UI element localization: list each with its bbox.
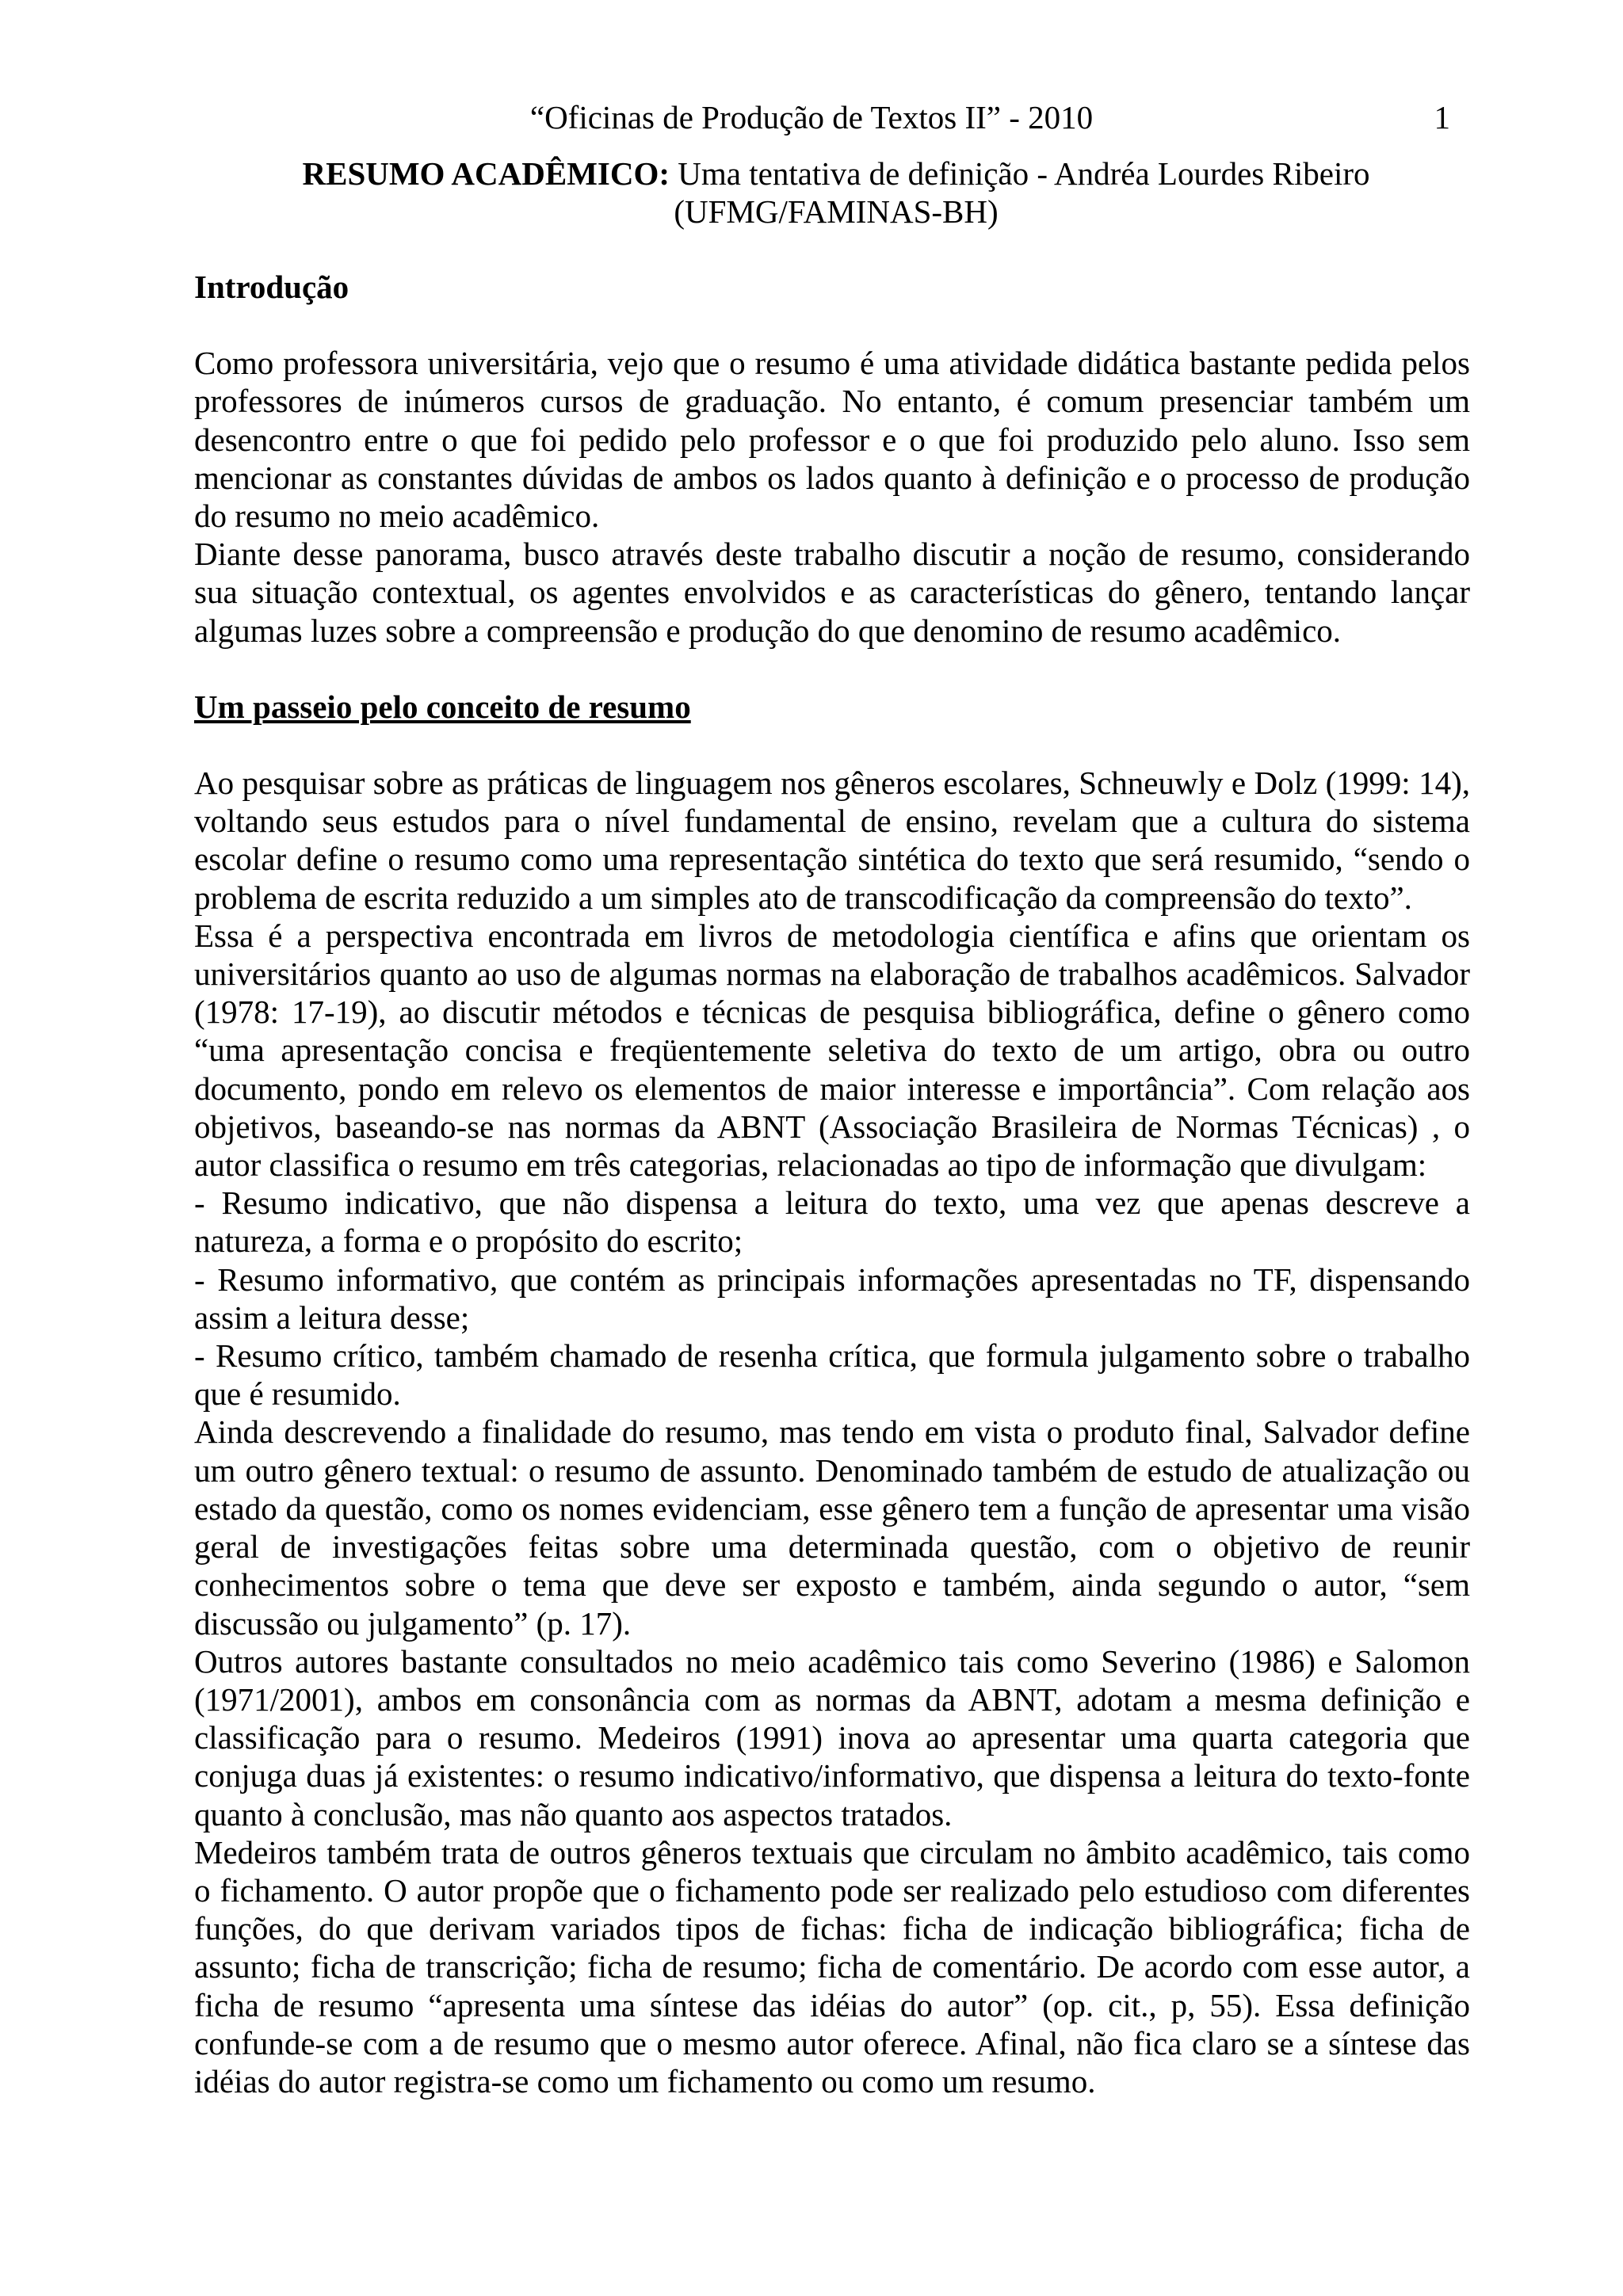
page-header — [0, 97, 1623, 138]
list-item: - Resumo informativo, que contém as principais informações apresentadas no TF, dispensando assim a leitura desse; — [194, 1261, 1470, 1336]
title-label: RESUMO ACADÊMICO: — [302, 155, 670, 192]
list-item: - Resumo indicativo, que não dispensa a leitura do texto, uma vez que apenas descreve a natureza, a forma e o propósito do escrito; — [194, 1184, 1470, 1260]
document-body — [194, 268, 1470, 2100]
paragraph: Como professora universitária, vejo que o resumo é uma atividade didática bastante pedida pelos professores de inúmeros cursos de graduação. No entanto, é comum presenciar também um desencontro entre o que foi pedido pelo professor e o que foi produzido pelo aluno. Isso sem mencionar as constantes dúvidas de ambos os lados quanto à definição e o processo de produção do resumo no meio acadêmico. — [194, 345, 1470, 535]
paragraph: Diante desse panorama, busco através deste trabalho discutir a noção de resumo, considerando sua situação contextual, os agentes envolvidos e as características do gênero, tentando lançar algumas luzes sobre a compreensão e produção do que denomino de resumo acadêmico. — [194, 536, 1470, 649]
paragraph: Medeiros também trata de outros gêneros textuais que circulam no âmbito acadêmico, tais como o fichamento. O autor propõe que o fichamento pode ser realizado pelo estudioso com diferentes funções, do que derivam variados tipos de fichas: ficha de indicação bibliográfica; ficha de assunto; ficha de transcrição; ficha de resumo; ficha de comentário. De acordo com esse autor, a ficha de resumo “apresenta uma síntese das idéias do autor” (op. cit., p, 55). Essa definição confunde-se com a de resumo que o mesmo autor oferece. Afinal, não fica claro se a síntese das idéias do autor registra-se como um fichamento ou como um resumo. — [194, 1833, 1470, 2100]
paragraph: Ainda descrevendo a finalidade do resumo, mas tendo em vista o produto final, Salvador define um outro gênero textual: o resumo de assunto. Denominado também de estudo de atualização ou estado da questão, como os nomes evidenciam, esse gênero tem a função de apresentar uma visão geral de investigações feitas sobre uma determinada questão, com o objetivo de reunir conhecimentos sobre o tema que deve ser exposto e também, ainda segundo o autor, “sem discussão ou julgamento” (p. 17). — [194, 1413, 1470, 1642]
page-number: 1 — [1434, 99, 1450, 135]
title-rest: Uma tentativa de definição - Andréa Lourdes Ribeiro (UFMG/FAMINAS-BH) — [670, 155, 1370, 230]
section-heading-text: Um passeio pelo conceito de resumo — [194, 688, 691, 725]
section-heading-conceito — [194, 688, 1470, 726]
spacer — [194, 726, 1470, 764]
list-item: - Resumo crítico, também chamado de resenha crítica, que formula julgamento sobre o trabalho que é resumido. — [194, 1337, 1470, 1413]
running-title: “Oficinas de Produção de Textos II” - 2010 — [529, 99, 1094, 135]
paragraph: Ao pesquisar sobre as práticas de linguagem nos gêneros escolares, Schneuwly e Dolz (1999: 14), voltando seus estudos para o nível fundamental de ensino, revelam que a cultura do sistema escolar define o resumo como uma representação sintética do texto que será resumido, “sendo o problema de escrita reduzido a um simples ato de transcodificação da compreensão do texto”. — [194, 765, 1470, 916]
spacer — [194, 650, 1470, 688]
section-heading-introducao: Introdução — [194, 269, 349, 305]
paragraph: Essa é a perspectiva encontrada em livros de metodologia científica e afins que orientam os universitários quanto ao uso de algumas normas na elaboração de trabalhos acadêmicos. Salvador (1978: 17-19), ao discutir métodos e técnicas de pesquisa bibliográfica, define o gênero como “uma apresentação concisa e freqüentemente seletiva do texto de um artigo, obra ou outro documento, pondo em relevo os elementos de maior interesse e importância”. Com relação aos objetivos, baseando-se nas normas da ABNT (Associação Brasileira de Normas Técnicas) , o autor classifica o resumo em três categorias, relacionadas ao tipo de informação que divulgam: — [194, 917, 1470, 1184]
paragraph: Outros autores bastante consultados no meio acadêmico tais como Severino (1986) e Salomon (1971/2001), ambos em consonância com as normas da ABNT, adotam a mesma definição e classificação para o resumo. Medeiros (1991) inova ao apresentar uma quarta categoria que conjuga duas já existentes: o resumo indicativo/informativo, que dispensa a leitura do texto-fonte quanto à conclusão, mas não quanto aos aspectos tratados. — [194, 1642, 1470, 1833]
document-title — [194, 154, 1478, 231]
spacer — [194, 306, 1470, 344]
